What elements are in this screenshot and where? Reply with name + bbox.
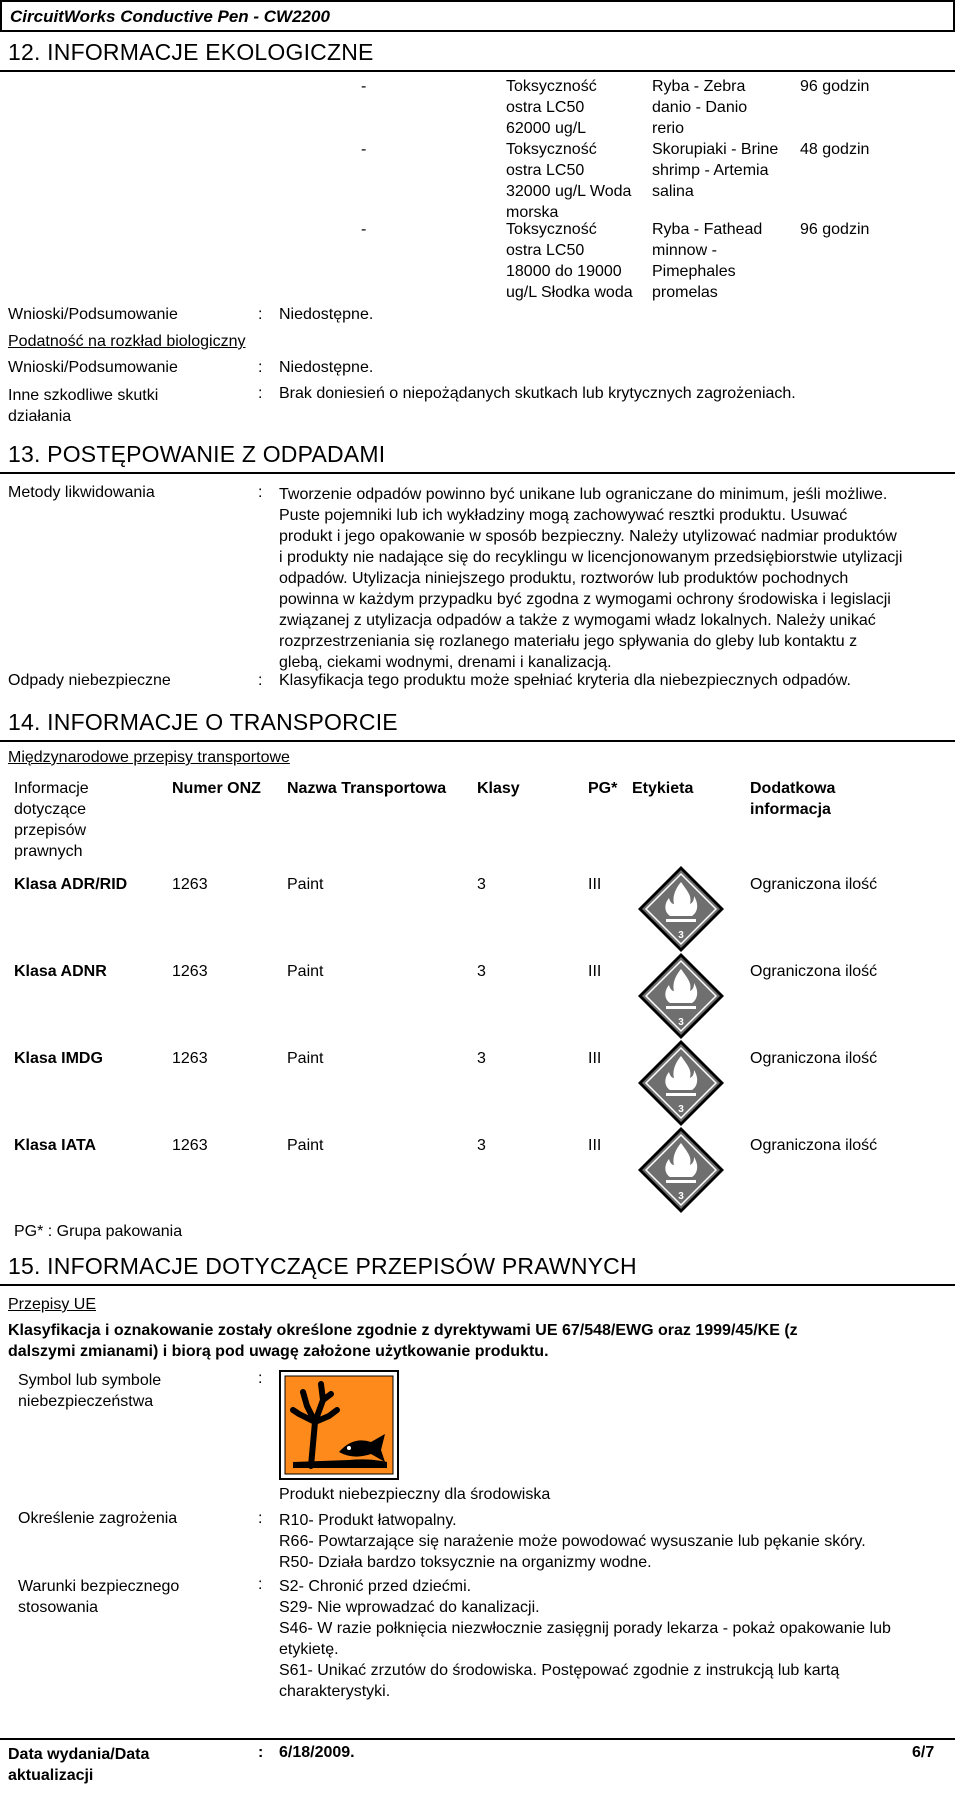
pg-note: PG* : Grupa pakowania <box>14 1223 183 1240</box>
transport-class-name: Klasa IATA <box>14 1137 97 1154</box>
transport-packing-group: III <box>588 1050 602 1067</box>
transport-class-name: Klasa ADNR <box>14 963 107 980</box>
document-header <box>0 0 955 32</box>
transport-extra-info: Ograniczona ilość <box>750 1050 878 1067</box>
section-12-title: 12. INFORMACJE EKOLOGICZNE <box>8 39 374 65</box>
toxicity-row <box>0 219 955 299</box>
risk-phrases-text: R10- Produkt łatwopalny. R66- Powtarzające się narażenie może powodować wysuszanie lub pękanie skóry. R50- Działa bardzo toksycznie na organizmy wodne. <box>279 1512 866 1571</box>
toxicity-species: Skorupiaki - Brine shrimp - Artemia salina <box>652 141 779 200</box>
transport-packing-group: III <box>588 1137 602 1154</box>
toxicity-species: Ryba - Zebra danio - Danio rerio <box>652 78 748 137</box>
hazard-symbol-label: Symbol lub symbole niebezpieczeństwa <box>18 1372 162 1410</box>
transport-class-name: Klasa IMDG <box>14 1050 103 1067</box>
toxicity-species: Ryba - Fathead minnow - Pimephales promelas <box>652 221 763 301</box>
product-title: CircuitWorks Conductive Pen - CW2200 <box>10 7 330 26</box>
biodegradation-title: Podatność na rozkład biologiczny <box>8 333 246 350</box>
section-14-title: 14. INFORMACJE O TRANSPORCIE <box>8 709 398 735</box>
svg-text:3: 3 <box>678 930 684 941</box>
transport-row <box>8 868 952 954</box>
eu-regulations-title: Przepisy UE <box>8 1296 97 1313</box>
toxicity-dash: - <box>361 221 367 238</box>
transport-class: 3 <box>477 876 486 893</box>
transport-table <box>8 772 952 1212</box>
th-label: Etykieta <box>632 780 694 797</box>
colon: : <box>258 672 263 689</box>
risk-phrases-label: Określenie zagrożenia <box>18 1510 178 1527</box>
section-12-band <box>0 34 955 72</box>
conclusion-2-value: Niedostępne. <box>279 359 374 376</box>
safety-phrases-label: Warunki bezpiecznego stosowania <box>18 1578 180 1616</box>
other-effects-value: Brak doniesień o niepożądanych skutkach lub krytycznych zagrożeniach. <box>279 385 796 402</box>
colon: : <box>258 306 263 323</box>
colon: : <box>258 1510 263 1527</box>
hazardous-waste-value: Klasyfikacja tego produktu może spełniać kryteria dla niebezpiecznych odpadów. <box>279 672 851 689</box>
transport-un-number: 1263 <box>172 963 208 980</box>
transport-class-name: Klasa ADR/RID <box>14 876 128 893</box>
transport-un-number: 1263 <box>172 1137 208 1154</box>
transport-name: Paint <box>287 1137 324 1154</box>
flammable-label-icon <box>636 864 726 954</box>
th-info: Informacje dotyczące przepisów prawnych <box>14 780 89 860</box>
th-un-number: Numer ONZ <box>172 780 261 797</box>
colon: : <box>258 1576 263 1593</box>
svg-text:3: 3 <box>678 1191 684 1202</box>
intl-regulations-title: Międzynarodowe przepisy transportowe <box>8 749 290 766</box>
colon: : <box>258 1744 264 1761</box>
toxicity-dash: - <box>361 141 367 158</box>
toxicity-row <box>0 139 955 219</box>
transport-name: Paint <box>287 876 324 893</box>
conclusion-2-label: Wnioski/Podsumowanie <box>8 359 178 376</box>
environment-hazard-icon <box>279 1370 399 1480</box>
toxicity-dash: - <box>361 78 367 95</box>
disposal-methods-label: Metody likwidowania <box>8 484 155 501</box>
flammable-label-icon <box>636 951 726 1041</box>
section-15-band <box>0 1248 955 1286</box>
section-13-title: 13. POSTĘPOWANIE Z ODPADAMI <box>8 441 386 467</box>
transport-class: 3 <box>477 963 486 980</box>
transport-class: 3 <box>477 1050 486 1067</box>
transport-row <box>8 955 952 1041</box>
toxicity-table <box>0 76 955 301</box>
transport-row <box>8 1042 952 1128</box>
issue-date-label: Data wydania/Data aktualizacji <box>8 1746 150 1784</box>
th-extra-info: Dodatkowa informacja <box>750 780 836 818</box>
conclusion-1-value: Niedostępne. <box>279 306 374 323</box>
transport-class: 3 <box>477 1137 486 1154</box>
page-number: 6/7 <box>912 1744 935 1761</box>
section-14-band <box>0 704 955 742</box>
flammable-label-icon <box>636 1038 726 1128</box>
other-effects-label: Inne szkodliwe skutki działania <box>8 387 159 425</box>
transport-row <box>8 1129 952 1215</box>
colon: : <box>258 385 263 402</box>
transport-extra-info: Ograniczona ilość <box>750 876 878 893</box>
svg-text:3: 3 <box>678 1104 684 1115</box>
th-class: Klasy <box>477 780 520 797</box>
toxicity-exposure-time: 96 godzin <box>800 221 870 238</box>
disposal-methods-text: Tworzenie odpadów powinno być unikane lub ograniczane do minimum, jeśli możliwe. Puste pojemniki lub ich wykładziny mogą zachowywać resztki produktu. Usuwać produkt i jego opakowanie w sposób bezpieczny. Należy utylizować nadmiar produktów i produkty nie nadające się do recyklingu w licencjonowanym przedsiębiorstwie utylizacji odpadów. Utylizacja niniejszego produktu, roztworów lub produktów pochodnych powinna w każdym przypadku być zgodna z wymogami ochrony środowiska i legislacji związanej z utylizacja odpadów a także z wymogami władz lokalnych. Należy unikać rozprzestrzeniania się rozlanego materiału jego spływania do gleby lub kontaktu z glebą, ciekami wodnymi, drenami i kanalizacją. <box>279 486 903 671</box>
hazard-symbol-caption: Produkt niebezpieczny dla środowiska <box>279 1486 551 1503</box>
issue-date-value: 6/18/2009. <box>279 1744 355 1761</box>
transport-name: Paint <box>287 963 324 980</box>
toxicity-type: Toksyczność ostra LC50 32000 ug/L Woda morska <box>506 141 632 221</box>
th-transport-name: Nazwa Transportowa <box>287 780 447 797</box>
toxicity-exposure-time: 96 godzin <box>800 78 870 95</box>
transport-name: Paint <box>287 1050 324 1067</box>
svg-text:3: 3 <box>678 1017 684 1028</box>
classification-text: Klasyfikacja i oznakowanie zostały określone zgodnie z dyrektywami UE 67/548/EWG oraz 1999/45/KE (z dalszymi zmianami) i biorą pod uwagę założone użytkowanie produktu. <box>8 1322 798 1360</box>
colon: : <box>258 359 263 376</box>
hazardous-waste-label: Odpady niebezpieczne <box>8 672 171 689</box>
transport-extra-info: Ograniczona ilość <box>750 1137 878 1154</box>
safety-phrases-text: S2- Chronić przed dziećmi. S29- Nie wprowadzać do kanalizacji. S46- W razie połknięcia niezwłocznie zasięgnij porady lekarza - pokaż opakowanie lub etykietę. S61- Unikać zrzutów do środowiska. Postępować zgodnie z instrukcją lub kartą charakterystyki. <box>279 1578 891 1700</box>
transport-packing-group: III <box>588 876 602 893</box>
th-pg: PG* <box>588 780 618 797</box>
colon: : <box>258 1370 263 1387</box>
toxicity-type: Toksyczność ostra LC50 62000 ug/L <box>506 78 597 137</box>
transport-un-number: 1263 <box>172 1050 208 1067</box>
transport-extra-info: Ograniczona ilość <box>750 963 878 980</box>
section-13-band <box>0 436 955 474</box>
conclusion-1-label: Wnioski/Podsumowanie <box>8 306 178 323</box>
flammable-label-icon <box>636 1125 726 1215</box>
section-15-title: 15. INFORMACJE DOTYCZĄCE PRZEPISÓW PRAWNYCH <box>8 1253 637 1279</box>
colon: : <box>258 484 263 501</box>
footer-rule <box>0 1738 955 1740</box>
toxicity-exposure-time: 48 godzin <box>800 141 870 158</box>
transport-un-number: 1263 <box>172 876 208 893</box>
transport-packing-group: III <box>588 963 602 980</box>
toxicity-type: Toksyczność ostra LC50 18000 do 19000 ug/L Słodka woda <box>506 221 633 301</box>
